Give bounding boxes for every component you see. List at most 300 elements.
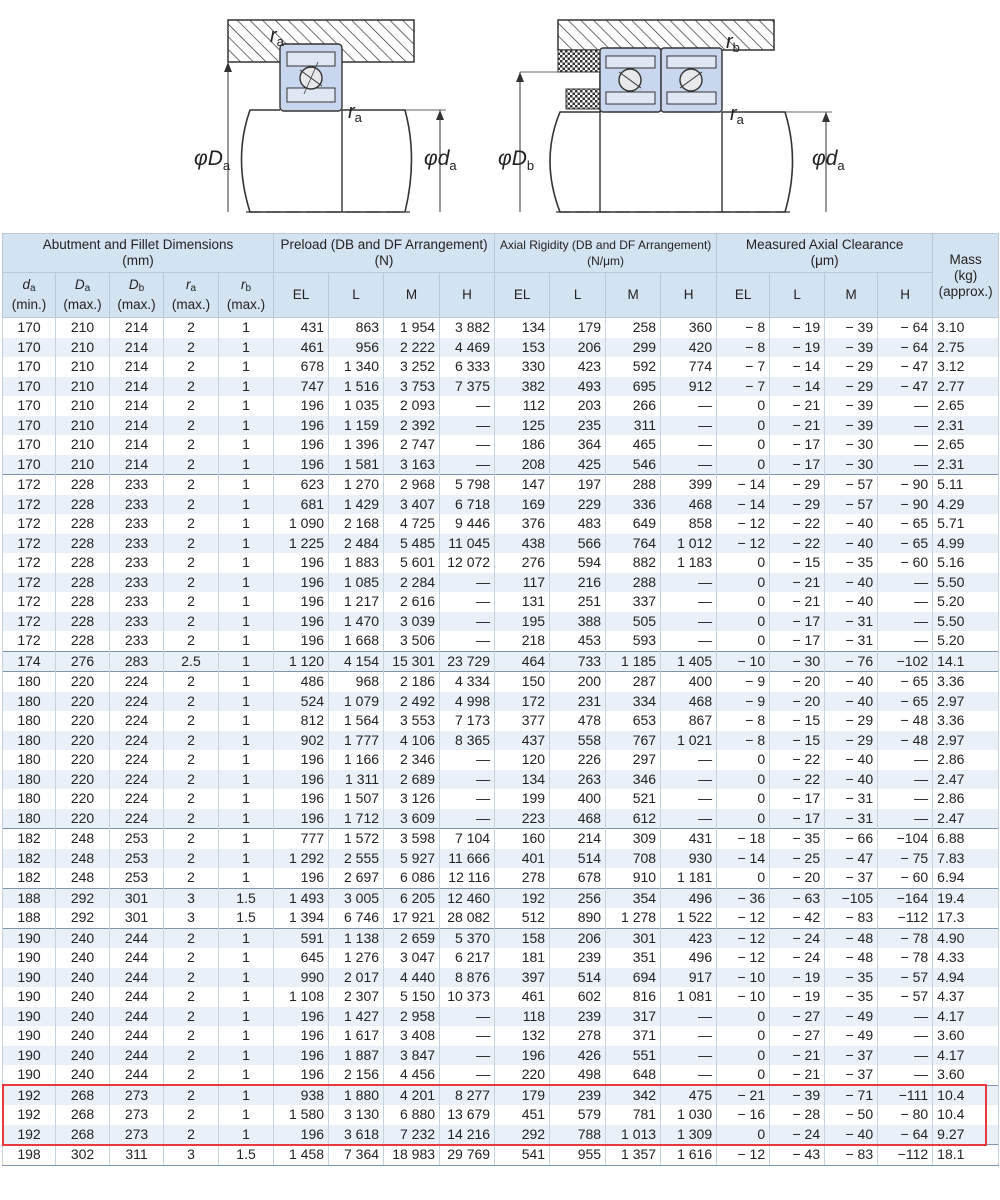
table-cell: 0 xyxy=(717,573,770,593)
table-cell: 3 130 xyxy=(329,1105,384,1125)
table-cell: − 27 xyxy=(770,1007,825,1027)
table-cell: 220 xyxy=(56,692,110,712)
table-cell: 694 xyxy=(606,968,661,988)
table-cell: 172 xyxy=(3,475,56,495)
table-cell: 214 xyxy=(110,416,164,436)
table-cell: 112 xyxy=(495,396,550,416)
table-cell: − 15 xyxy=(770,731,825,751)
table-cell: 1 021 xyxy=(661,731,717,751)
table-cell: 196 xyxy=(274,573,329,593)
table-cell: 172 xyxy=(3,592,56,612)
table-cell: 4.29 xyxy=(933,495,999,515)
table-cell: − 12 xyxy=(717,908,770,928)
table-cell: 1 xyxy=(219,1085,274,1105)
table-cell: 233 xyxy=(110,612,164,632)
table-cell: 235 xyxy=(550,416,606,436)
table-cell: 3 xyxy=(164,908,219,928)
table-row xyxy=(3,416,999,436)
table-cell: 196 xyxy=(274,750,329,770)
table-cell: — xyxy=(661,455,717,475)
table-cell: 330 xyxy=(495,357,550,377)
col-rigidity-m: M xyxy=(606,273,661,318)
table-cell: 1 xyxy=(219,692,274,712)
table-cell: 196 xyxy=(274,868,329,888)
table-cell: 546 xyxy=(606,455,661,475)
table-cell: 2 697 xyxy=(329,868,384,888)
table-cell: 273 xyxy=(110,1105,164,1125)
table-cell: − 63 xyxy=(770,888,825,908)
fillet-label-ra-shaft: $r_a$ xyxy=(348,101,362,125)
col-da-min: da (min.) xyxy=(3,273,56,318)
table-cell: 192 xyxy=(3,1105,56,1125)
table-cell: −112 xyxy=(878,1145,933,1166)
table-cell: 400 xyxy=(550,789,606,809)
table-cell: 1 427 xyxy=(329,1007,384,1027)
table-cell: 197 xyxy=(550,475,606,495)
table-row xyxy=(3,1007,999,1027)
table-cell: 336 xyxy=(606,495,661,515)
table-cell: 196 xyxy=(274,612,329,632)
table-cell: − 17 xyxy=(770,435,825,455)
table-cell: — xyxy=(440,1065,495,1085)
table-cell: − 10 xyxy=(717,968,770,988)
table-cell: 867 xyxy=(661,711,717,731)
table-cell: 3 408 xyxy=(384,1026,440,1046)
table-cell: − 17 xyxy=(770,631,825,651)
table-cell: 2 xyxy=(164,495,219,515)
table-cell: 18 983 xyxy=(384,1145,440,1166)
table-row xyxy=(3,1026,999,1046)
table-cell: 1 xyxy=(219,1026,274,1046)
col-Da-max: Da (max.) xyxy=(56,273,110,318)
table-cell: − 47 xyxy=(825,849,878,869)
table-cell: — xyxy=(661,416,717,436)
table-row xyxy=(3,435,999,455)
table-cell: 190 xyxy=(3,1026,56,1046)
table-cell: 1 712 xyxy=(329,809,384,829)
table-cell: — xyxy=(878,416,933,436)
table-cell: 214 xyxy=(110,318,164,338)
table-cell: 0 xyxy=(717,592,770,612)
table-row xyxy=(3,534,999,554)
table-cell: − 47 xyxy=(878,377,933,397)
table-cell: −111 xyxy=(878,1085,933,1105)
table-cell: 938 xyxy=(274,1085,329,1105)
table-cell: − 47 xyxy=(878,357,933,377)
table-cell: — xyxy=(661,1007,717,1027)
table-cell: 1 xyxy=(219,731,274,751)
table-cell: 214 xyxy=(110,455,164,475)
table-cell: − 9 xyxy=(717,672,770,692)
table-cell: − 40 xyxy=(825,750,878,770)
table-cell: — xyxy=(661,809,717,829)
table-row xyxy=(3,711,999,731)
table-cell: 299 xyxy=(606,338,661,358)
table-cell: 5.50 xyxy=(933,573,999,593)
table-cell: 681 xyxy=(274,495,329,515)
table-cell: 172 xyxy=(3,631,56,651)
table-cell: − 19 xyxy=(770,987,825,1007)
table-cell: 1 xyxy=(219,651,274,672)
table-cell: 1 xyxy=(219,789,274,809)
table-cell: 10 373 xyxy=(440,987,495,1007)
table-row xyxy=(3,1085,999,1105)
table-cell: 767 xyxy=(606,731,661,751)
table-cell: − 12 xyxy=(717,514,770,534)
table-cell: 420 xyxy=(661,338,717,358)
table-cell: 514 xyxy=(550,968,606,988)
table-cell: 747 xyxy=(274,377,329,397)
table-cell: 1 668 xyxy=(329,631,384,651)
table-cell: 196 xyxy=(274,809,329,829)
table-cell: 1 883 xyxy=(329,553,384,573)
table-cell: 2 xyxy=(164,377,219,397)
table-cell: 229 xyxy=(550,495,606,515)
table-cell: 3 xyxy=(164,888,219,908)
table-cell: — xyxy=(878,396,933,416)
table-cell: 774 xyxy=(661,357,717,377)
table-cell: 351 xyxy=(606,948,661,968)
table-cell: 239 xyxy=(550,1085,606,1105)
table-cell: 0 xyxy=(717,868,770,888)
table-cell: 196 xyxy=(274,789,329,809)
table-cell: 1 012 xyxy=(661,534,717,554)
table-cell: 1 xyxy=(219,495,274,515)
table-cell: 5.16 xyxy=(933,553,999,573)
table-cell: — xyxy=(878,1007,933,1027)
table-cell: 8 876 xyxy=(440,968,495,988)
table-cell: 1 225 xyxy=(274,534,329,554)
table-row xyxy=(3,1105,999,1125)
bearing-spec-table xyxy=(2,233,999,1166)
table-cell: 1 xyxy=(219,1007,274,1027)
table-cell: − 14 xyxy=(717,495,770,515)
table-cell: 240 xyxy=(56,987,110,1007)
table-cell: 431 xyxy=(661,829,717,849)
table-cell: 1 xyxy=(219,338,274,358)
table-cell: −164 xyxy=(878,888,933,908)
table-cell: 297 xyxy=(606,750,661,770)
table-cell: 788 xyxy=(550,1125,606,1145)
table-cell: 118 xyxy=(495,1007,550,1027)
table-cell: 2 xyxy=(164,534,219,554)
table-cell: 233 xyxy=(110,592,164,612)
table-cell: 1 516 xyxy=(329,377,384,397)
table-cell: − 40 xyxy=(825,672,878,692)
table-cell: 2.77 xyxy=(933,377,999,397)
table-cell: 1 581 xyxy=(329,455,384,475)
table-cell: 1 120 xyxy=(274,651,329,672)
table-cell: 182 xyxy=(3,868,56,888)
table-cell: 3.36 xyxy=(933,711,999,731)
table-cell: 203 xyxy=(550,396,606,416)
table-cell: 1 xyxy=(219,377,274,397)
table-cell: 226 xyxy=(550,750,606,770)
table-cell: − 31 xyxy=(825,612,878,632)
table-cell: 4 334 xyxy=(440,672,495,692)
table-cell: — xyxy=(440,592,495,612)
table-cell: 354 xyxy=(606,888,661,908)
table-row xyxy=(3,495,999,515)
table-cell: 1 xyxy=(219,1065,274,1085)
table-cell: 196 xyxy=(274,770,329,790)
table-cell: − 12 xyxy=(717,1145,770,1166)
table-cell: − 35 xyxy=(825,987,878,1007)
table-cell: 220 xyxy=(56,750,110,770)
table-cell: − 29 xyxy=(825,377,878,397)
col-Db-max: Db (max.) xyxy=(110,273,164,318)
table-cell: 1 xyxy=(219,357,274,377)
table-cell: 1 777 xyxy=(329,731,384,751)
table-cell: 172 xyxy=(3,573,56,593)
table-cell: 708 xyxy=(606,849,661,869)
table-cell: 592 xyxy=(606,357,661,377)
table-cell: − 8 xyxy=(717,711,770,731)
table-cell: 240 xyxy=(56,928,110,948)
table-cell: 224 xyxy=(110,672,164,692)
table-cell: 253 xyxy=(110,829,164,849)
table-cell: 902 xyxy=(274,731,329,751)
table-cell: 2 xyxy=(164,318,219,338)
table-cell: — xyxy=(440,631,495,651)
table-cell: 240 xyxy=(56,1065,110,1085)
table-cell: 0 xyxy=(717,631,770,651)
table-cell: 777 xyxy=(274,829,329,849)
table-cell: 1 138 xyxy=(329,928,384,948)
table-cell: 2 xyxy=(164,672,219,692)
table-cell: 1 090 xyxy=(274,514,329,534)
table-cell: − 20 xyxy=(770,672,825,692)
housing-diameter-label-b: $\varphi D_b$ xyxy=(498,147,535,173)
table-cell: 190 xyxy=(3,968,56,988)
table-cell: 240 xyxy=(56,948,110,968)
table-cell: 301 xyxy=(110,908,164,928)
table-cell: 23 729 xyxy=(440,651,495,672)
table-cell: 423 xyxy=(661,928,717,948)
table-cell: 7.83 xyxy=(933,849,999,869)
col-preload-el: EL xyxy=(274,273,329,318)
table-cell: 150 xyxy=(495,672,550,692)
table-cell: − 40 xyxy=(825,573,878,593)
table-cell: 131 xyxy=(495,592,550,612)
table-cell: 1 470 xyxy=(329,612,384,632)
table-row xyxy=(3,809,999,829)
table-cell: 461 xyxy=(495,987,550,1007)
table-cell: 134 xyxy=(495,318,550,338)
table-cell: − 40 xyxy=(825,592,878,612)
table-cell: 1 xyxy=(219,631,274,651)
table-cell: − 66 xyxy=(825,829,878,849)
table-cell: 240 xyxy=(56,1046,110,1066)
table-cell: — xyxy=(878,612,933,632)
table-cell: 1 405 xyxy=(661,651,717,672)
table-cell: 863 xyxy=(329,318,384,338)
col-clearance-m: M xyxy=(825,273,878,318)
table-row xyxy=(3,1145,999,1166)
table-cell: 239 xyxy=(550,1007,606,1027)
table-cell: 2.97 xyxy=(933,692,999,712)
table-cell: 256 xyxy=(550,888,606,908)
table-cell: 288 xyxy=(606,475,661,495)
table-cell: 1 xyxy=(219,416,274,436)
table-cell: 1 396 xyxy=(329,435,384,455)
table-cell: 1 xyxy=(219,968,274,988)
table-cell: 12 072 xyxy=(440,553,495,573)
table-cell: 1 185 xyxy=(606,651,661,672)
table-cell: 220 xyxy=(56,672,110,692)
table-cell: 223 xyxy=(495,809,550,829)
table-row xyxy=(3,829,999,849)
paired-bearing-drawing xyxy=(498,20,845,212)
table-cell: 2 747 xyxy=(384,435,440,455)
table-cell: − 8 xyxy=(717,731,770,751)
table-cell: 4 440 xyxy=(384,968,440,988)
table-cell: 612 xyxy=(606,809,661,829)
table-cell: 461 xyxy=(274,338,329,358)
table-cell: 210 xyxy=(56,357,110,377)
table-cell: −104 xyxy=(878,829,933,849)
table-cell: 1 xyxy=(219,809,274,829)
table-cell: 172 xyxy=(3,495,56,515)
table-cell: 1 493 xyxy=(274,888,329,908)
table-cell: 317 xyxy=(606,1007,661,1027)
table-cell: 196 xyxy=(274,631,329,651)
table-cell: — xyxy=(661,592,717,612)
table-cell: 220 xyxy=(56,809,110,829)
table-cell: 273 xyxy=(110,1125,164,1145)
table-cell: 224 xyxy=(110,750,164,770)
table-cell: 3.36 xyxy=(933,672,999,692)
table-cell: 224 xyxy=(110,770,164,790)
table-cell: 0 xyxy=(717,1046,770,1066)
table-row xyxy=(3,1065,999,1085)
table-cell: 214 xyxy=(110,338,164,358)
table-cell: 2 xyxy=(164,1085,219,1105)
table-cell: 695 xyxy=(606,377,661,397)
table-cell: 1 xyxy=(219,318,274,338)
table-cell: − 17 xyxy=(770,809,825,829)
table-cell: 1 xyxy=(219,514,274,534)
table-cell: − 76 xyxy=(825,651,878,672)
table-cell: 2 xyxy=(164,928,219,948)
table-cell: − 20 xyxy=(770,692,825,712)
table-row xyxy=(3,888,999,908)
table-cell: 337 xyxy=(606,592,661,612)
table-cell: − 37 xyxy=(825,868,878,888)
table-cell: 17.3 xyxy=(933,908,999,928)
table-row xyxy=(3,672,999,692)
table-cell: 198 xyxy=(3,1145,56,1166)
table-cell: 1 580 xyxy=(274,1105,329,1125)
table-cell: 2 968 xyxy=(384,475,440,495)
table-cell: 283 xyxy=(110,651,164,672)
table-cell: 170 xyxy=(3,435,56,455)
table-cell: 9 446 xyxy=(440,514,495,534)
table-cell: — xyxy=(661,396,717,416)
table-cell: 268 xyxy=(56,1125,110,1145)
table-cell: 5 370 xyxy=(440,928,495,948)
table-cell: 17 921 xyxy=(384,908,440,928)
table-cell: 199 xyxy=(495,789,550,809)
table-cell: 206 xyxy=(550,928,606,948)
table-cell: 240 xyxy=(56,1007,110,1027)
table-cell: 15 301 xyxy=(384,651,440,672)
table-cell: 1 564 xyxy=(329,711,384,731)
table-cell: 188 xyxy=(3,888,56,908)
table-cell: 233 xyxy=(110,495,164,515)
table-cell: 2 xyxy=(164,612,219,632)
table-cell: 2.75 xyxy=(933,338,999,358)
table-cell: 196 xyxy=(274,592,329,612)
table-cell: 6 086 xyxy=(384,868,440,888)
table-cell: 3 506 xyxy=(384,631,440,651)
table-cell: 210 xyxy=(56,435,110,455)
table-cell: 4.94 xyxy=(933,968,999,988)
table-cell: — xyxy=(661,435,717,455)
table-cell: 0 xyxy=(717,789,770,809)
table-cell: 2 xyxy=(164,435,219,455)
table-cell: 1 xyxy=(219,1125,274,1145)
table-cell: − 19 xyxy=(770,318,825,338)
table-cell: 1 270 xyxy=(329,475,384,495)
table-cell: 10.4 xyxy=(933,1085,999,1105)
table-cell: 2 689 xyxy=(384,770,440,790)
table-cell: 4 998 xyxy=(440,692,495,712)
table-cell: 2 xyxy=(164,475,219,495)
table-cell: 224 xyxy=(110,731,164,751)
table-cell: 377 xyxy=(495,711,550,731)
table-cell: 0 xyxy=(717,396,770,416)
table-cell: 2.31 xyxy=(933,455,999,475)
table-cell: 210 xyxy=(56,338,110,358)
table-cell: 190 xyxy=(3,1046,56,1066)
table-cell: 2 555 xyxy=(329,849,384,869)
table-cell: − 80 xyxy=(878,1105,933,1125)
preload-group-header: Preload (DB and DF Arrangement) (N) xyxy=(274,234,495,273)
table-cell: 192 xyxy=(495,888,550,908)
table-cell: 170 xyxy=(3,338,56,358)
table-cell: 214 xyxy=(110,377,164,397)
table-cell: 2 xyxy=(164,1026,219,1046)
table-cell: 2 xyxy=(164,357,219,377)
table-cell: − 49 xyxy=(825,1007,878,1027)
table-cell: − 29 xyxy=(770,475,825,495)
table-cell: 2 392 xyxy=(384,416,440,436)
table-cell: 346 xyxy=(606,770,661,790)
table-cell: 244 xyxy=(110,948,164,968)
table-cell: − 64 xyxy=(878,1125,933,1145)
table-cell: 2 xyxy=(164,553,219,573)
table-cell: 253 xyxy=(110,868,164,888)
table-cell: 228 xyxy=(56,573,110,593)
table-cell: 4.90 xyxy=(933,928,999,948)
table-cell: 1 276 xyxy=(329,948,384,968)
table-cell: 733 xyxy=(550,651,606,672)
table-cell: 5.50 xyxy=(933,612,999,632)
table-cell: − 21 xyxy=(770,573,825,593)
table-cell: − 31 xyxy=(825,631,878,651)
table-cell: − 16 xyxy=(717,1105,770,1125)
table-cell: 218 xyxy=(495,631,550,651)
table-cell: 968 xyxy=(329,672,384,692)
table-cell: − 29 xyxy=(825,711,878,731)
table-cell: 4 469 xyxy=(440,338,495,358)
table-cell: 882 xyxy=(606,553,661,573)
table-cell: 1 xyxy=(219,672,274,692)
table-cell: 1 079 xyxy=(329,692,384,712)
table-row xyxy=(3,750,999,770)
table-cell: 5 485 xyxy=(384,534,440,554)
